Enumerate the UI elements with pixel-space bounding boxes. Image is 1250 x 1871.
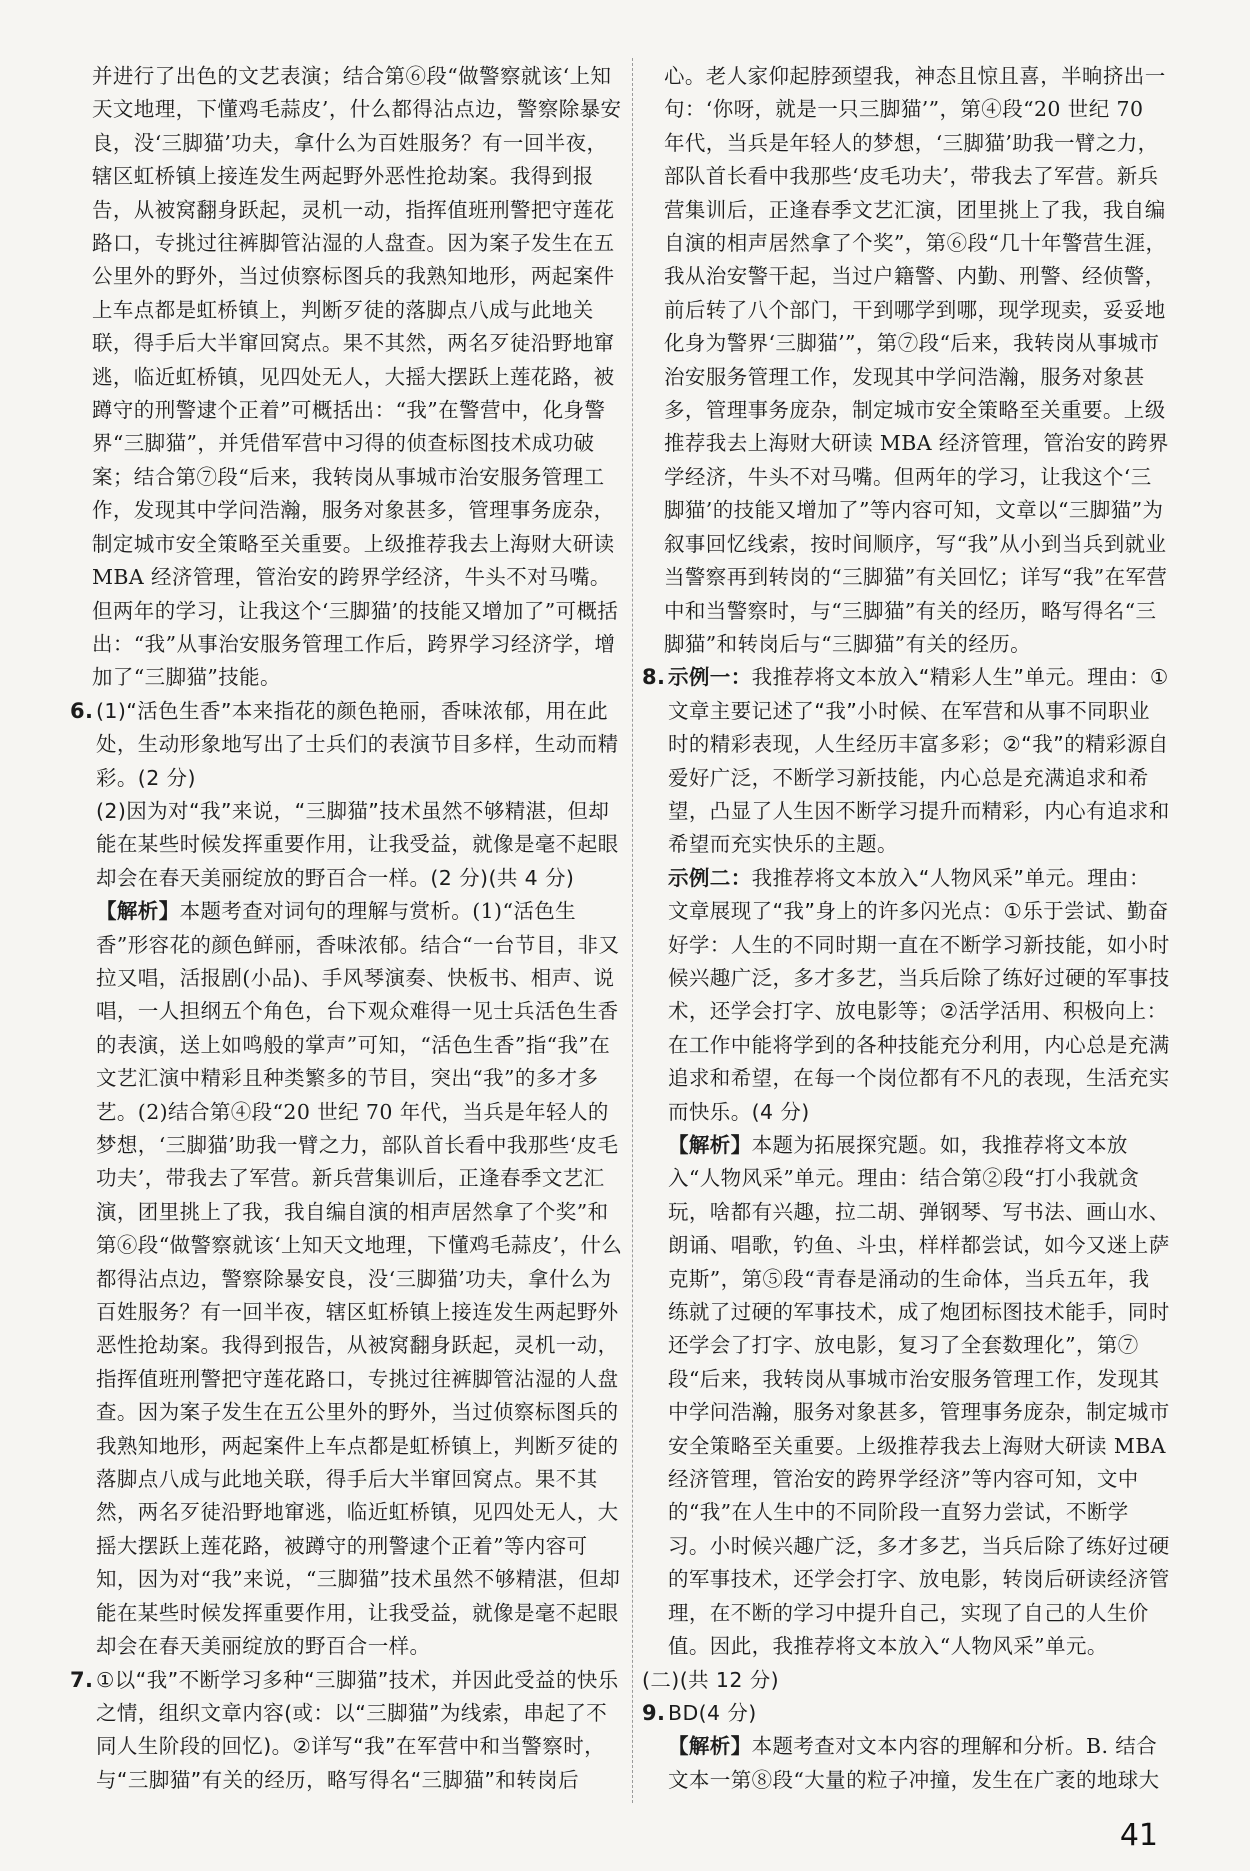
example-1-text: 我推荐将文本放入“精彩人生”单元。理由：①文章主要记述了“我”小时候、在军营和从事不同职业时的精彩表现，人生经历丰富多彩；②“我”的精彩源自爱好广泛，不断学习新技能，内心总是充满追求和希望，凸显了人生因不断学习提升而精彩，内心有追求和希望而充实快乐的主题。: [668, 665, 1170, 857]
q7-analysis-continued: 心。老人家仰起脖颈望我，神态且惊且喜，半晌挤出一句：‘你呀，就是一只三脚猫’”，第④段“20 世纪 70 年代，当兵是年轻人的梦想，‘三脚猫’助我一臂之力，部队首长看中我那些‘皮毛功夫’，带我去了军营。新兵营集训后，正逢春季文艺汇演，团里挑上了我，我自编自演的相声居然拿了个奖”，第⑥段“几十年警营生涯，我从治安警干起，当过户籍警、内勤、刑警、经侦警，前后转了八个部门，干到哪学到哪，现学现卖，妥妥地化身为警界‘三脚猫’”，第⑦段“后来，我转岗从事城市治安服务管理工作，发现其中学问浩瀚，服务对象甚多，管理事务庞杂，制定城市安全策略至关重要。上级推荐我去上海财大研读 MBA 经济管理，管治安的跨界学经济，牛头不对马嘴。但两年的学习，让我这个‘三脚猫’的技能又增加了”等内容可知，文章以“三脚猫”为叙事回忆线索，按时间顺序，写“我”从小到当兵到就业当警察再到转岗的“三脚猫”有关回忆；详写“我”在军营中和当警察时，与“三脚猫”有关的经历，略写得名“三脚猫”和转岗后与“三脚猫”有关的经历。: [664, 64, 1169, 656]
question-8-example-1: [668, 661, 1170, 861]
question-8: [642, 661, 1170, 1663]
question-9-answer: BD(4 分): [668, 1700, 757, 1725]
example-2-text: 我推荐将文本放入“人物风采”单元。理由：文章展现了“我”身上的许多闪光点：①乐于尝试、勤奋好学：人生的不同时期一直在不断学习新技能，如小时候兴趣广泛，多才多艺，当兵后除了练好过硬的军事技术，还学会打字、放电影等；②活学活用、积极向上：在工作中能将学到的各种技能充分利用，内心总是充满追求和希望，在每一个岗位都有不凡的表现，生活充实而快乐。(4 分): [668, 865, 1170, 1124]
analysis-heading: 【解析】: [96, 899, 180, 924]
question-6-number: 6.: [70, 698, 94, 723]
page-number: 41: [1119, 1818, 1158, 1853]
question-9-analysis: [668, 1730, 1170, 1800]
question-9-analysis-text: 本题考查对文本内容的理解和分析。B. 结合文本一第⑧段“大量的粒子冲撞，发生在广袤的地球大: [668, 1734, 1160, 1792]
question-6-answer-1: (1)“活色生香”本来指花的颜色艳丽，香味浓郁，用在此处，生动形象地写出了士兵们的表演节目多样，生动而精彩。(2 分): [96, 698, 619, 790]
left-column: [70, 60, 623, 1800]
question-9: [642, 1697, 1170, 1800]
question-8-analysis-text: 本题为拓展探究题。如，我推荐将文本放入“人物风采”单元。理由：结合第②段“打小我就贪玩，啥都有兴趣，拉二胡、弹钢琴、写书法、画山水、朗诵、唱歌，钓鱼、斗虫，样样都尝试，如今又迷上萨克斯”，第⑤段“青春是涌动的生命体，当兵五年，我练就了过硬的军事技术，成了炮团标图技术能手，同时还学会了打字、放电影，复习了全套数理化”，第⑦段“后来，我转岗从事城市治安服务管理工作，发现其中学问浩瀚，服务对象甚多，管理事务庞杂，制定城市安全策略至关重要。上级推荐我去上海财大研读 MBA 经济管理，管治安的跨界学经济”等内容可知，文中的“我”在人生中的不同阶段一直努力尝试，不断学习。小时候兴趣广泛，多才多艺，当兵后除了练好过硬的军事技术，还学会打字、放电影，转岗后研读经济管理，在不断的学习中提升自己，实现了自己的人生价值。因此，我推荐将文本放入“人物风采”单元。: [668, 1133, 1170, 1659]
right-column: [642, 60, 1170, 1800]
question-7: [70, 1664, 623, 1801]
question-6-answer-2: (2)因为对“我”来说，“三脚猫”技术虽然不够精湛，但却能在某些时候发挥重要作用，让我受益，就像是毫不起眼却会在春天美丽绽放的野百合一样。(2 分)(共 4 分): [96, 798, 619, 890]
q5-analysis-continued: 并进行了出色的文艺表演；结合第⑥段“做警察就该‘上知天文地理，下懂鸡毛蒜皮’，什么都得沾点边，警察除暴安良，没‘三脚猫’功夫，拿什么为百姓服务？有一回半夜，辖区虹桥镇上接连发生两起野外恶性抢劫案。我得到报告，从被窝翻身跃起，灵机一动，指挥值班刑警把守莲花路口，专挑过往裤脚管沾湿的人盘查。因为案子发生在五公里外的野外，当过侦察标图兵的我熟知地形，两起案件上车点都是虹桥镇上，判断歹徒的落脚点八成与此地关联，得手后大半窜回窝点。果不其然，两名歹徒沿野地窜逃，临近虹桥镇，见四处无人，大摇大摆跃上莲花路，被蹲守的刑警逮个正着”可概括出：“我”在警营中，化身警界“三脚猫”，并凭借军营中习得的侦查标图技术成功破案；结合第⑦段“后来，我转岗从事城市治安服务管理工作，发现其中学问浩瀚，服务对象甚多，管理事务庞杂，制定城市安全策略至关重要。上级推荐我去上海财大研读 MBA 经济管理，管治安的跨界学经济，牛头不对马嘴。但两年的学习，让我这个‘三脚猫’的技能又增加了”可概括出：“我”从事治安服务管理工作后，跨界学习经济学，增加了“三脚猫”技能。: [92, 64, 622, 690]
example-1-label: 示例一：: [668, 665, 752, 690]
question-8-analysis: [668, 1129, 1170, 1664]
analysis-heading: 【解析】: [668, 1133, 752, 1157]
analysis-heading: 【解析】: [668, 1734, 752, 1759]
question-7-answer: ①以“我”不断学习多种“三脚猫”技术，并因此受益的快乐之情，组织文章内容(或：以“三脚猫”为线索，串起了不同人生阶段的回忆)。②详写“我”在军营中和当警察时，与“三脚猫”有关的经历，略写得名“三脚猫”和转岗后: [96, 1667, 619, 1792]
question-6-analysis: [96, 895, 623, 1663]
question-6: [70, 695, 623, 1664]
question-8-number: 8.: [642, 665, 666, 690]
question-7-number: 7.: [70, 1667, 94, 1692]
example-2-label: 示例二：: [668, 865, 752, 890]
question-6-analysis-text: 本题考查对词句的理解与赏析。(1)“活色生香”形容花的颜色鲜丽，香味浓郁。结合“一台节目，非又拉又唱，活报剧(小品)、手风琴演奏、快板书、相声、说唱，一人担纲五个角色，台下观众难得一见士兵活色生香的表演，送上如鸣般的掌声”可知，“活色生香”指“我”在文艺汇演中精彩且种类繁多的节目，突出“我”的多才多艺。(2)结合第④段“20 世纪 70 年代，当兵是年轻人的梦想，‘三脚猫’助我一臂之力，部队首长看中我那些‘皮毛功夫’，带我去了军营。新兵营集训后，正逢春季文艺汇演，团里挑上了我，我自编自演的相声居然拿了个奖”和第⑥段“做警察就该‘上知天文地理，下懂鸡毛蒜皮’，什么都得沾点边，警察除暴安良，没‘三脚猫’功夫，拿什么为百姓服务？有一回半夜，辖区虹桥镇上接连发生两起野外恶性抢劫案。我得到报告，从被窝翻身跃起，灵机一动，指挥值班刑警把守莲花路口，专挑过往裤脚管沾湿的人盘查。因为案子发生在五公里外的野外，当过侦察标图兵的我熟知地形，两起案件上车点都是虹桥镇上，判断歹徒的落脚点八成与此地关联，得手后大半窜回窝点。果不其然，两名歹徒沿野地窜逃，临近虹桥镇，见四处无人，大摇大摆跃上莲花路，被蹲守的刑警逮个正着”等内容可知，因为对“我”来说，“三脚猫”技术虽然不够精湛，但却能在某些时候发挥重要作用，让我受益，就像是毫不起眼却会在春天美丽绽放的野百合一样。: [96, 899, 623, 1659]
column-divider: [632, 58, 633, 1803]
question-8-example-2: [668, 862, 1170, 1129]
question-9-number: 9.: [642, 1700, 666, 1725]
section-2-heading: (二)(共 12 分): [642, 1667, 780, 1692]
